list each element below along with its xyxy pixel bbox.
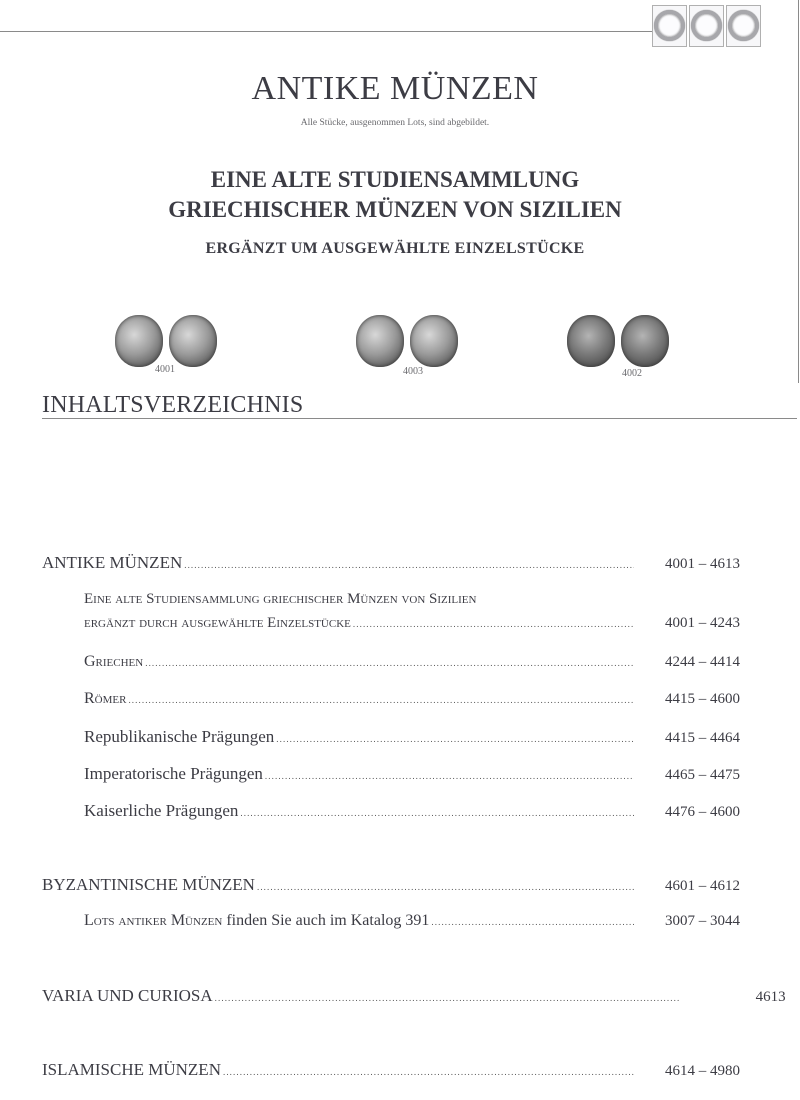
toc-entry-range: 3007 – 3044 bbox=[665, 913, 740, 929]
toc-entry-studiensammlung[interactable] bbox=[0, 615, 800, 632]
toc-entry-range: 4001 – 4613 bbox=[665, 556, 740, 572]
coin-pair-4002 bbox=[567, 315, 669, 367]
dot-leader bbox=[184, 560, 634, 570]
dot-leader bbox=[353, 619, 634, 629]
toc-entry-label: ISLAMISCHE MÜNZEN bbox=[42, 1060, 221, 1079]
toc-entry-label bbox=[84, 912, 431, 930]
dot-leader bbox=[276, 734, 634, 744]
dot-leader bbox=[215, 993, 680, 1003]
collection-title bbox=[0, 165, 790, 225]
toc-entry-studiensammlung-line1 bbox=[0, 591, 800, 608]
toc-entry-imperatorische[interactable] bbox=[0, 764, 800, 784]
dot-leader bbox=[431, 917, 634, 927]
dot-leader bbox=[265, 771, 634, 781]
dot-leader bbox=[128, 695, 634, 705]
toc-entry-label: ANTIKE MÜNZEN bbox=[42, 553, 183, 572]
coin-obverse-image bbox=[356, 315, 404, 367]
toc-entry-range: 4465 – 4475 bbox=[665, 767, 740, 783]
toc-entry-republikanische[interactable] bbox=[0, 727, 800, 747]
toc-entry-range: 4244 – 4414 bbox=[665, 654, 740, 670]
toc-entry-range: 4613 bbox=[755, 989, 786, 1005]
toc-entry-range: 4001 – 4243 bbox=[665, 615, 740, 631]
ring-icon bbox=[728, 10, 759, 41]
page-title: ANTIKE MÜNZEN bbox=[251, 70, 539, 107]
collection-title-line2: GRIECHISCHER MÜNZEN VON SIZILIEN bbox=[168, 197, 622, 222]
dot-leader bbox=[240, 808, 634, 818]
toc-entry-label: Eine alte Studiensammlung griechischer Münzen von Sizilien bbox=[84, 591, 477, 607]
toc-entry-roemer[interactable] bbox=[0, 690, 800, 708]
toc-entry-range: 4415 – 4464 bbox=[665, 730, 740, 746]
coin-reverse-image bbox=[169, 315, 217, 367]
page-edge-rule bbox=[798, 0, 799, 383]
coin-pair-4003 bbox=[356, 315, 458, 367]
dot-leader bbox=[223, 1067, 634, 1077]
collection-subtitle: ERGÄNZT UM AUSGEWÄHLTE EINZELSTÜCKE bbox=[205, 240, 585, 257]
toc-entry-griechen[interactable] bbox=[0, 653, 800, 671]
ring-box bbox=[726, 5, 761, 47]
illustration-note: Alle Stücke, ausgenommen Lots, sind abgebildet. bbox=[300, 118, 490, 128]
toc-entry-range: 4476 – 4600 bbox=[665, 804, 740, 820]
toc-entry-antike-muenzen[interactable] bbox=[0, 553, 800, 573]
toc-rule bbox=[42, 418, 797, 419]
toc-entry-label: VARIA UND CURIOSA bbox=[42, 986, 213, 1005]
toc-entry-range: 4614 – 4980 bbox=[665, 1063, 740, 1079]
coin-obverse-image bbox=[567, 315, 615, 367]
toc-heading: INHALTSVERZEICHNIS bbox=[42, 392, 304, 418]
toc-entry-kaiserliche[interactable] bbox=[0, 801, 800, 821]
toc-entry-label: Republikanische Prägungen bbox=[84, 727, 275, 746]
toc-entry-label: Imperatorische Prägungen bbox=[84, 764, 263, 783]
toc-entry-label-rest: finden Sie auch im Katalog 391 bbox=[222, 912, 430, 929]
coin-pair-4001 bbox=[115, 315, 217, 367]
coin-lot-number: 4002 bbox=[622, 368, 642, 379]
toc-entry-label: Kaiserliche Prägungen bbox=[84, 801, 239, 820]
toc-entry-range: 4601 – 4612 bbox=[665, 878, 740, 894]
toc-entry-byzantinische[interactable] bbox=[0, 875, 800, 895]
toc-entry-label: ergänzt durch ausgewählte Einzelstücke bbox=[84, 615, 351, 631]
collection-title-line1: EINE ALTE STUDIENSAMMLUNG bbox=[210, 167, 580, 192]
three-rings-logo-icon bbox=[652, 5, 764, 47]
toc-entry-label-smallcaps: Lots antiker Münzen bbox=[84, 912, 223, 929]
dot-leader bbox=[145, 658, 634, 668]
toc-entry-range: 4415 – 4600 bbox=[665, 691, 740, 707]
coin-reverse-image bbox=[621, 315, 669, 367]
toc-entry-varia-und-curiosa[interactable] bbox=[0, 986, 800, 1006]
toc-entry-label: Griechen bbox=[84, 653, 144, 670]
header-rule bbox=[0, 31, 655, 32]
dot-leader bbox=[257, 882, 634, 892]
toc-entry-lots-antiker-muenzen[interactable] bbox=[0, 912, 800, 930]
toc-entry-label: BYZANTINISCHE MÜNZEN bbox=[42, 875, 255, 894]
toc-entry-label: Römer bbox=[84, 690, 127, 707]
ring-box bbox=[652, 5, 687, 47]
coin-obverse-image bbox=[115, 315, 163, 367]
ring-icon bbox=[691, 10, 722, 41]
coin-lot-number: 4001 bbox=[155, 364, 175, 375]
ring-icon bbox=[654, 10, 685, 41]
toc-entry-islamische[interactable] bbox=[0, 1060, 800, 1080]
coin-reverse-image bbox=[410, 315, 458, 367]
ring-box bbox=[689, 5, 724, 47]
coin-lot-number: 4003 bbox=[403, 366, 423, 377]
